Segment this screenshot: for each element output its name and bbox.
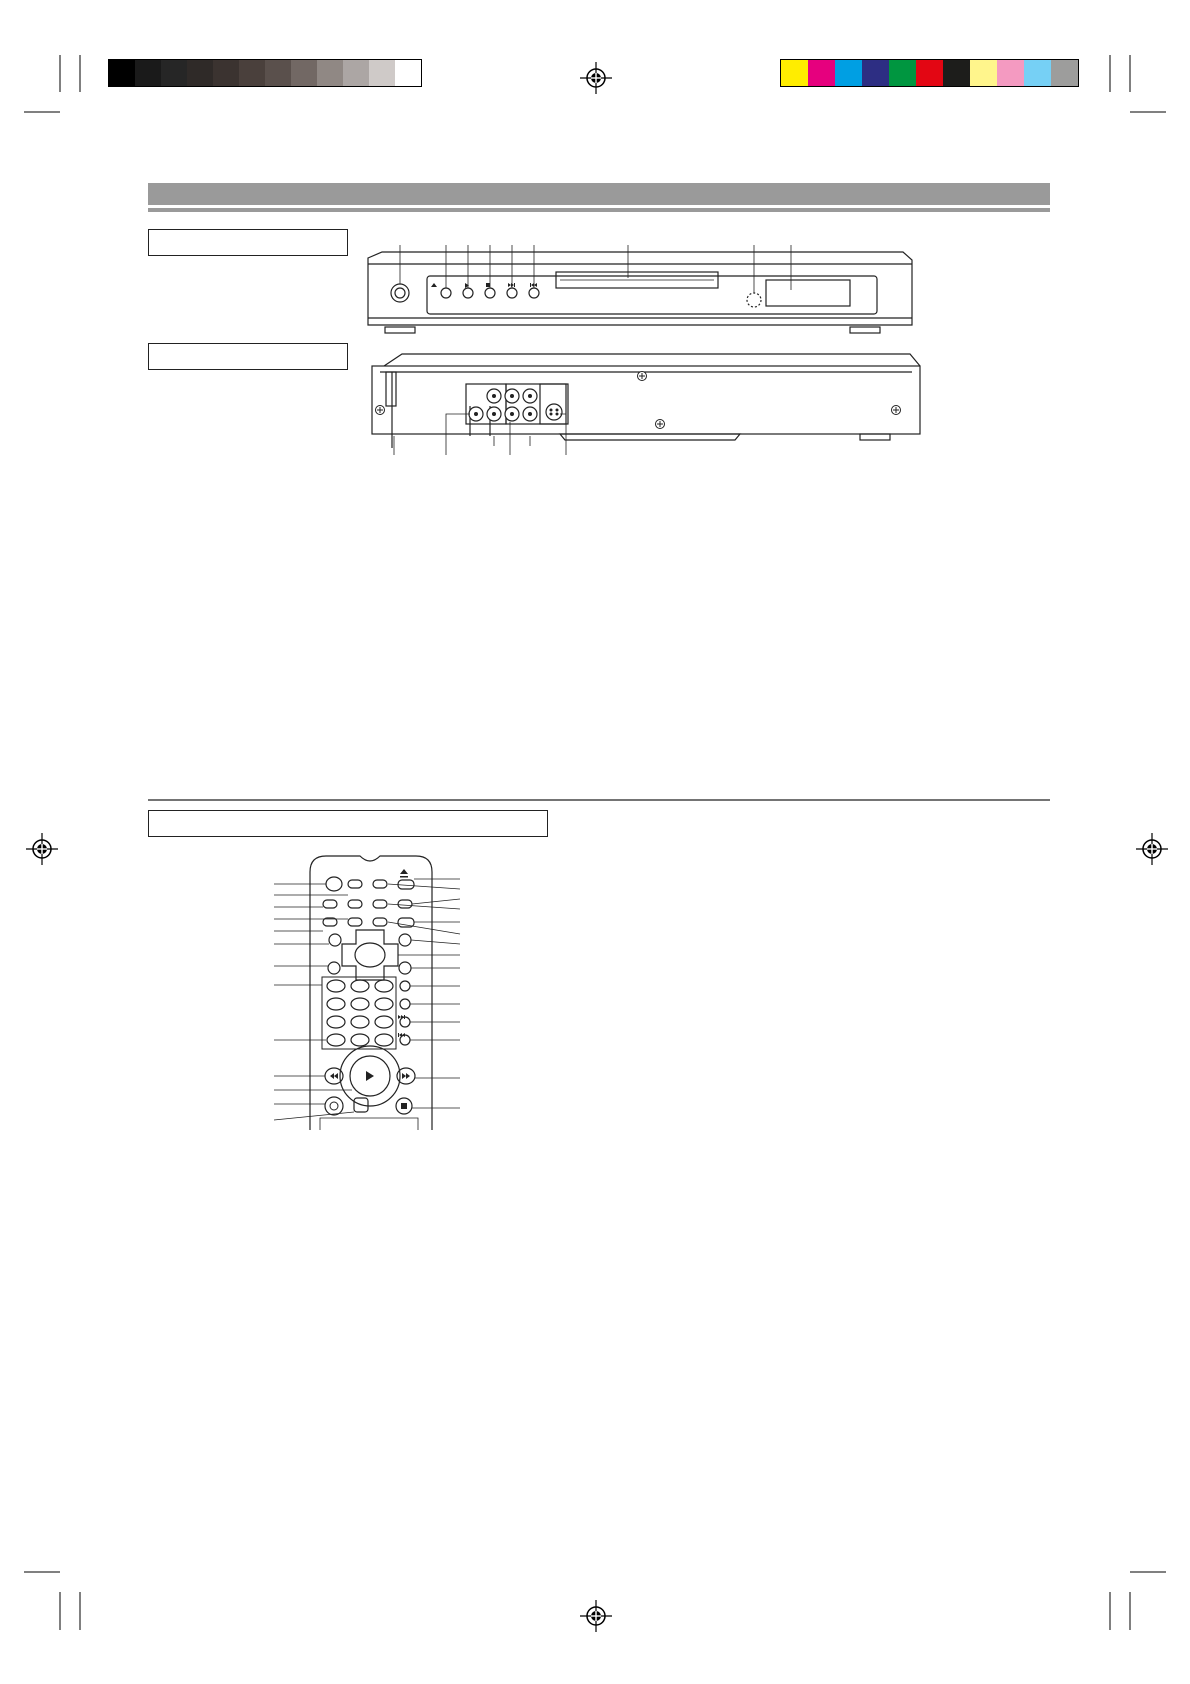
rewind-icon	[330, 1073, 338, 1079]
remote-control-drawing	[310, 856, 432, 1130]
stop-icon	[486, 283, 490, 287]
skip-back-icon	[398, 1033, 405, 1037]
eject-icon	[400, 869, 408, 878]
fast-forward-icon	[402, 1073, 410, 1079]
skip-forward-icon	[508, 283, 515, 287]
front-panel-drawing	[368, 252, 912, 333]
eject-icon	[431, 283, 437, 287]
rear-panel-drawing	[372, 354, 920, 448]
skip-forward-icon	[398, 1015, 405, 1019]
rear-panel-jacks	[376, 372, 901, 429]
play-icon	[366, 1071, 374, 1081]
stop-icon	[401, 1103, 407, 1109]
registration-mark-icon	[26, 62, 1168, 1632]
crop-mark-icon	[24, 55, 1166, 1630]
skip-back-icon	[530, 283, 537, 287]
front-panel-icons	[431, 283, 537, 288]
